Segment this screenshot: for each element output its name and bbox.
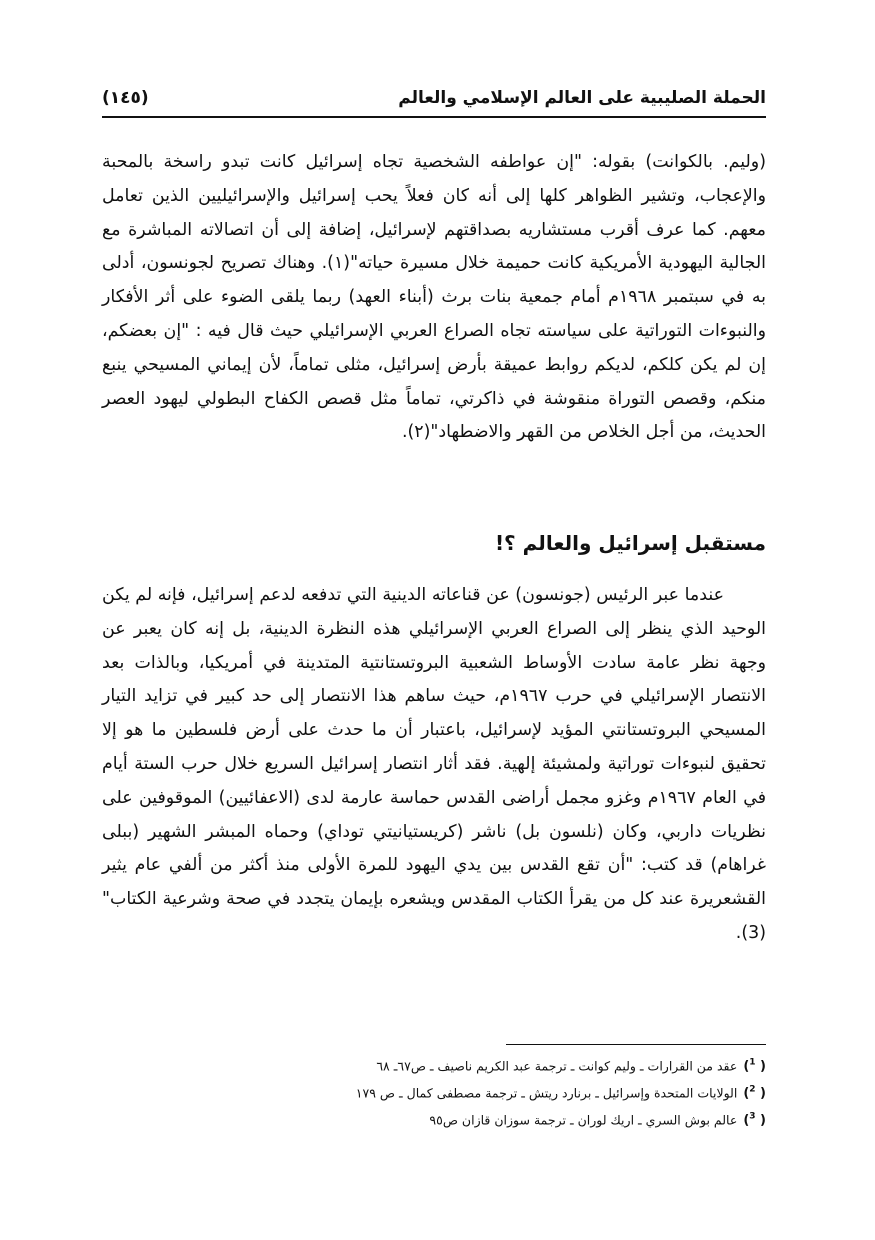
footnote-marker: ( $^1$) <box>743 1058 766 1075</box>
footnote-marker: ( $^3$) <box>743 1111 766 1128</box>
footnote-text: الولايات المتحدة وإسرائيل ـ برنارد ريتش ـ ترجمة مصطفى كمال ـ ص ١٧٩ <box>355 1085 738 1101</box>
footnote-2 <box>200 1079 766 1106</box>
body-paragraph-1: (وليم. بالكوانت) بقوله: "إن عواطفه الشخصية تجاه إسرائيل كانت تبدو راسخة بالمحبة والإعجاب، وتشير الظواهر كلها إلى أنه كان فعلاً يحب إسرائيل والإسرائيليين الذين تعامل معهم. كما عرف أقرب مستشاريه بصداقتهم لإسرائيل، إضافة إلى أن اتصالاته المباشرة مع الجالية اليهودية الأمريكية كانت حميمة خلال مسيرة حياته"(١). وهناك تصريح لجونسون، أدلى به في سبتمبر ١٩٦٨م أمام جمعية بنات برث (أبناء العهد) ربما يلقى الضوء على أثر الأفكار والنبوءات التوراتية على سياسته تجاه الصراع العربي الإسرائيلي حيث قال فيه : "إن بعضكم، إن لم يكن كلكم، لديكم روابط عميقة بأرض إسرائيل، مثلى تماماً، لأن إيماني المسيحي ينبع منكم، وقصص التوراة منقوشة في ذاكرتي، تماماً مثل قصص الكفاح البطولي ليهود العصر الحديث، من أجل الخلاص من القهر والاضطهاد"(٢). <box>102 152 766 443</box>
page-number: (١٤٥) <box>102 88 149 108</box>
footnote-text: عقد من القرارات ـ وليم كوانت ـ ترجمة عبد الكريم ناصيف ـ ص٦٧ـ ٦٨ <box>376 1058 738 1074</box>
footnote-text: عالم بوش السري ـ اريك لوران ـ ترجمة سوزان قازان ص٩٥ <box>429 1111 738 1127</box>
running-title: الحملة الصليبية على العالم الإسلامي والعالم <box>398 88 766 108</box>
running-header <box>102 86 766 118</box>
footnote-marker: ( $^2$) <box>743 1084 766 1102</box>
body-paragraph-2: عندما عبر الرئيس (جونسون) عن قناعاته الدينية التي تدفعه لدعم إسرائيل، فإنه لم يكن الوحيد الذي ينظر إلى الصراع العربي الإسرائيلي هذه النظرة الدينية، بل إنه كان يعبر عن وجهة نظر عامة سادت الأوساط الشعبية البروتستانتية المتدينة في أمريكيا، وبالذات بعد الانتصار الإسرائيلي في حرب ١٩٦٧م، حيث ساهم هذا الانتصار إلى حد كبير في تزايد التيار المسيحي البروتستانتي المؤيد لإسرائيل، باعتبار أن ما حدث على أرض فلسطين ما هو إلا تحقيق لنبوءات توراتية ولمشيئة إلهية. فقد أثار انتصار إسرائيل السريع خلال حرب الستة أيام في العام ١٩٦٧م وغزو مجمل أراضى القدس حماسة عارمة لدى (الاعفائيين) الموقوفين على نظريات داربي، وكان (نلسون بل) ناشر (كريستيانيتي توداي) وحماه المبشر الشهير (ببلى غراهام) قد كتب: "أن تقع القدس بين يدي اليهود للمرة الأولى منذ أكثر من ألفي عام يثير القشعريرة عند كل من يقرأ الكتاب المقدس ويشعره بإيمان يتجدد في صحة وشرعية الكتاب"(3). <box>102 585 767 943</box>
section-heading: مستقبل إسرائيل والعالم ؟! <box>494 531 766 555</box>
footnote-separator <box>506 1044 766 1045</box>
footnotes-list <box>200 1052 766 1132</box>
footnote-3 <box>200 1106 766 1133</box>
footnote-1 <box>200 1052 766 1079</box>
